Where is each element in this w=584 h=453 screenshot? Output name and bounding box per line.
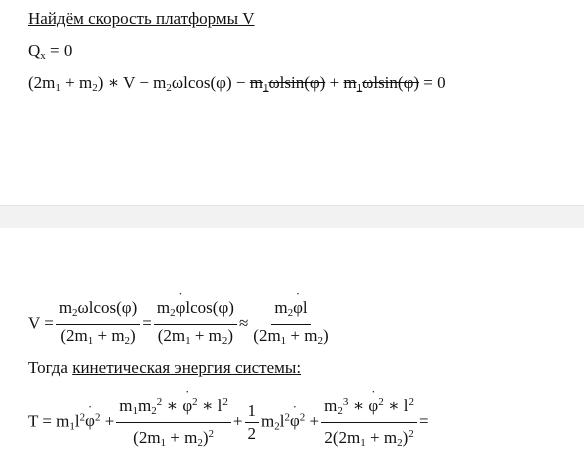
struck-term-1: $m_1\omega lsin(\varphi)$ [249, 73, 326, 94]
fraction-3: $\frac{m_2\varphi ˙l}{(2m_1 + m_2)}$ [250, 298, 331, 351]
equation-energy: $T = m_1l^2\varphi$ ˙$^2$ + $\frac{m_1m_2^2 ∗ \varphi ˙^2 ∗ l^2}{(2m_1 + m_2)^2}$ + $\frac{1}{2}$ $m_2l^2\varphi$ ˙$^2$ + $\frac{m_2^3 ∗ \varphi ˙^2 ∗ l^2}{2(2m_1 + m_2)^2}$ = [28, 392, 429, 453]
section-heading [28, 9, 255, 29]
then-prefix: Тогда [28, 358, 73, 377]
document-page-bottom [0, 228, 584, 448]
fraction-5: $\frac{1}{2}$ [245, 401, 260, 444]
document-page-top [0, 0, 584, 205]
page-break [0, 205, 584, 229]
equation-qx: $Q_x = 0$ [28, 41, 73, 62]
heading-text: Найдём скорость платформы V [28, 9, 255, 28]
fraction-2: $\frac{m_2\varphi ˙lcos(\varphi)}{(2m_1 + m_2)}$ [154, 298, 237, 351]
fraction-1: $\frac{m_2\omega lcos(\varphi)}{(2m_1 + m_2)}$ [56, 298, 140, 351]
fraction-4: $\frac{m_1m_2^2 ∗ \varphi ˙^2 ∗ l^2}{(2m_1 + m_2)^2}$ [116, 392, 231, 453]
then-underlined: кинетическая энергия системы: [72, 358, 302, 377]
equation-velocity: V = $\frac{m_2\omega lcos(\varphi)}{(2m_1 + m_2)}$ = $\frac{m_2\varphi ˙lcos(\varphi)}{(2m_1 + m_2)}$ ≈ $\frac{m_2\varphi ˙l}{(2m_1 + m_2)}$ [28, 298, 334, 351]
equation-motion: $(2m_1 + m_2)$ ∗ $V - m_2\omega lcos(\varphi) - m_1\omega lsin(\varphi) + m_1\omega lsin(\varphi) = 0$ [28, 73, 446, 94]
fraction-6: $\frac{m_2^3 ∗ \varphi ˙^2 ∗ l^2}{2(2m_1 + m_2)^2}$ [321, 392, 417, 453]
struck-term-2: $m_1\omega lsin(\varphi)$ [343, 73, 420, 94]
text-then [28, 358, 301, 378]
